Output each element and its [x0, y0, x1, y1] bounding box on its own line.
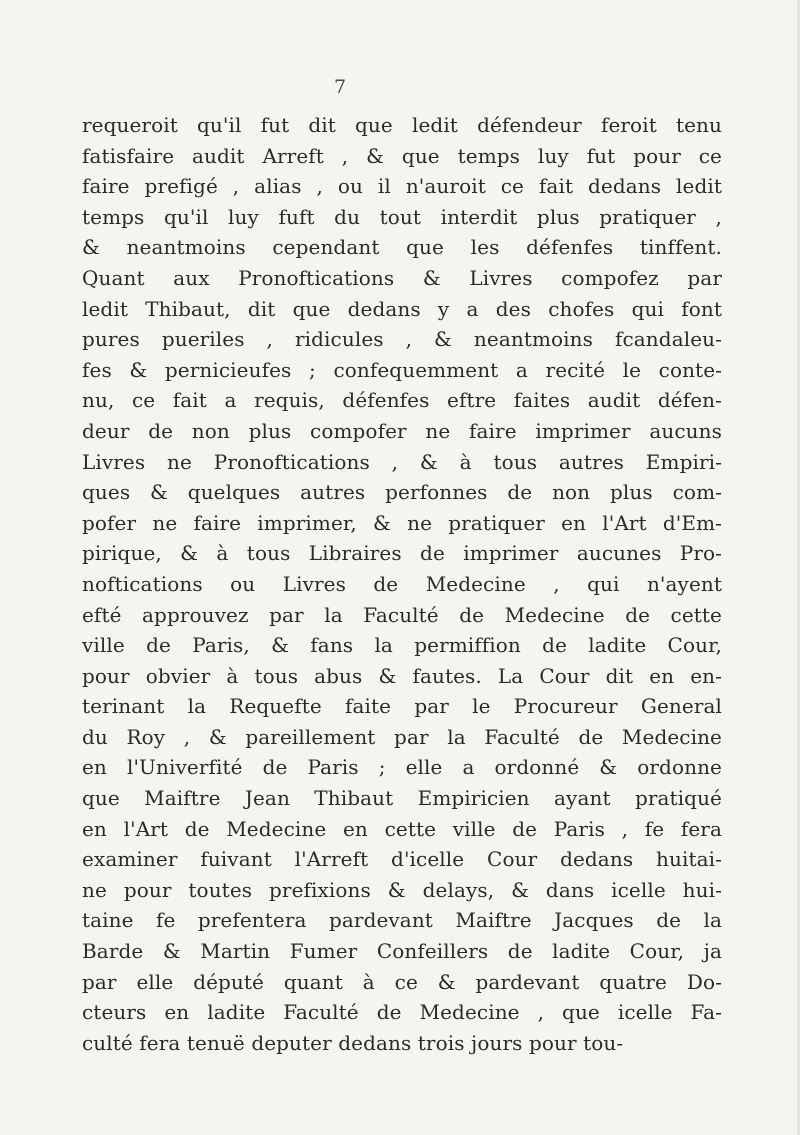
text-line: ques & quelques autres perfonnes de non plus com- — [82, 480, 722, 505]
text-line: que Maiftre Jean Thibaut Empiricien ayant pratiqué — [82, 786, 722, 811]
text-line: temps qu'il luy fuft du tout interdit plus pratiquer , — [82, 204, 722, 229]
text-line: pirique, & à tous Libraires de imprimer aucunes Pro- — [82, 541, 722, 566]
text-line: pures pueriles , ridicules , & neantmoins fcandaleu- — [82, 327, 722, 352]
text-line: nu, ce fait a requis, défenfes eftre faites audit défen- — [82, 388, 722, 413]
text-line: culté fera tenuë deputer dedans trois jours pour tou- — [82, 1030, 624, 1055]
text-line: efté approuvez par la Faculté de Medecine de cette — [82, 602, 722, 627]
text-line: noftications ou Livres de Medecine , qui n'ayent — [82, 571, 722, 596]
text-line: examiner fuivant l'Arreft d'icelle Cour dedans huitai- — [82, 847, 722, 872]
text-line: & neantmoins cependant que les défenfes tinffent. — [82, 235, 722, 260]
text-line: pofer ne faire imprimer, & ne pratiquer en l'Art d'Em- — [82, 510, 722, 535]
text-line: ledit Thibaut, dit que dedans y a des chofes qui font — [82, 296, 722, 321]
text-line: pour obvier à tous abus & fautes. La Cour dit en en- — [82, 663, 722, 688]
text-line: ville de Paris, & fans la permiffion de ladite Cour, — [82, 633, 722, 658]
text-line: fatisfaire audit Arreft , & que temps luy fut pour ce — [82, 143, 722, 168]
text-line: requeroit qu'il fut dit que ledit défendeur feroit tenu — [82, 113, 722, 137]
text-line: terinant la Requefte faite par le Procureur General — [82, 694, 722, 719]
text-line: du Roy , & pareillement par la Faculté de Medecine — [82, 724, 722, 749]
text-line: Barde & Martin Fumer Confeillers de ladite Cour, ja — [82, 939, 722, 964]
text-line: en l'Art de Medecine en cette ville de Paris , fe fera — [82, 816, 722, 841]
text-line: fes & pernicieufes ; confequemment a recité le conte- — [82, 357, 722, 382]
text-line: ne pour toutes prefixions & delays, & dans icelle hui- — [82, 877, 722, 902]
page-number: 7 — [333, 76, 347, 98]
body-text — [82, 110, 722, 1058]
text-line: taine fe prefentera pardevant Maiftre Jacques de la — [82, 908, 722, 933]
text-line: Quant aux Pronoftications & Livres compofez par — [82, 265, 722, 290]
text-line: faire prefigé , alias , ou il n'auroit ce fait dedans ledit — [82, 174, 722, 199]
text-line: cteurs en ladite Faculté de Medecine , que icelle Fa- — [82, 1000, 722, 1025]
text-line: par elle député quant à ce & pardevant quatre Do- — [82, 969, 722, 994]
text-line: deur de non plus compofer ne faire imprimer aucuns — [82, 418, 722, 443]
text-line: en l'Univerfité de Paris ; elle a ordonné & ordonne — [82, 755, 722, 780]
text-line: Livres ne Pronoftications , & à tous autres Empiri- — [82, 449, 722, 474]
